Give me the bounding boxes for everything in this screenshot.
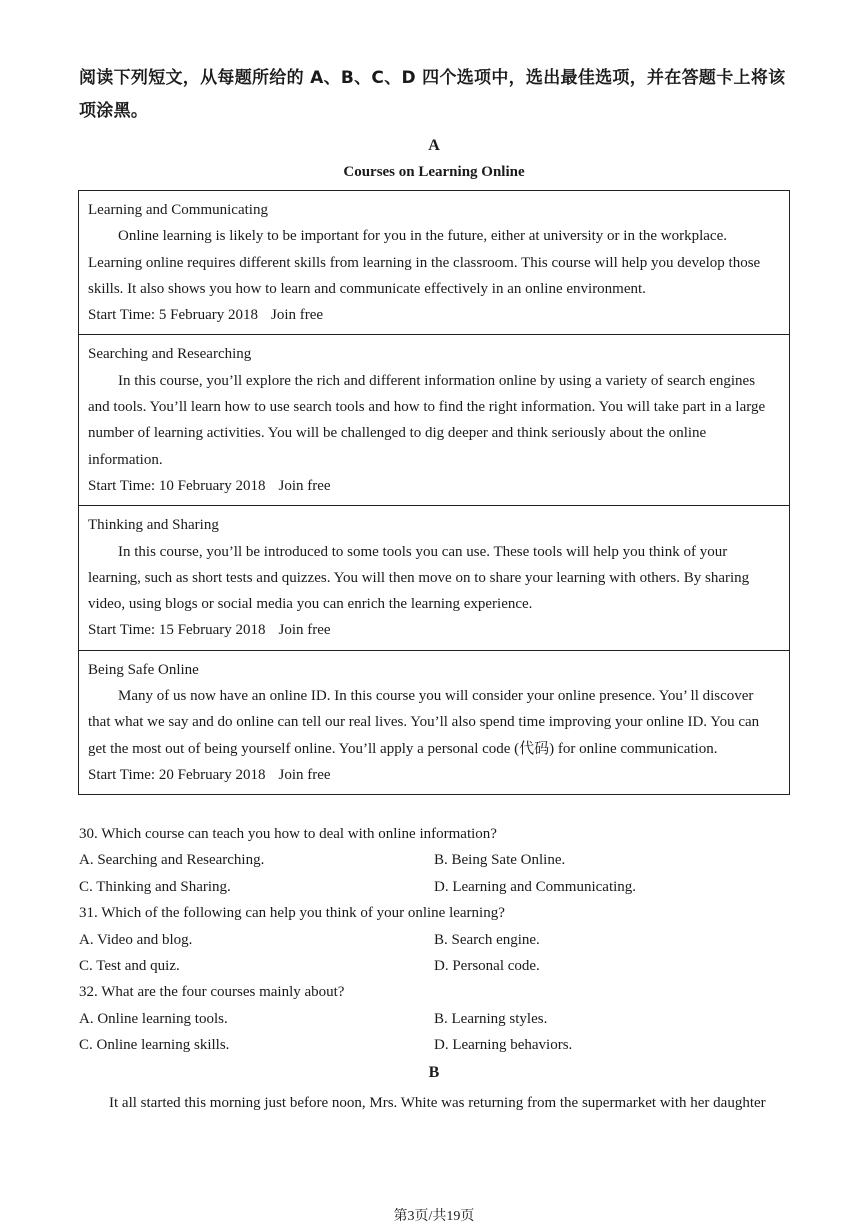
course-name: Being Safe Online bbox=[88, 661, 199, 678]
question-stem: 31. Which of the following can help you think of your online learning? bbox=[79, 905, 505, 922]
course-description: In this course, you’ll explore the rich and different information online by using a variety of search engines and tools. You’ll learn how to use search tools and how to find the right information. You will take part in a large number of learning activities. You will be challenged to dig deeper and think seriously about the online information. bbox=[88, 372, 766, 468]
course-start-time: Start Time: 15 February 2018 bbox=[88, 622, 266, 639]
option-row bbox=[79, 1032, 791, 1058]
option-row bbox=[79, 953, 791, 979]
course-name: Thinking and Sharing bbox=[88, 517, 219, 534]
option-a: A. Video and blog. bbox=[79, 931, 193, 948]
option-row bbox=[79, 847, 791, 873]
question-32 bbox=[79, 979, 791, 1058]
option-a: A. Searching and Researching. bbox=[79, 852, 265, 869]
option-c: C. Test and quiz. bbox=[79, 958, 180, 975]
course-start-row bbox=[88, 473, 779, 499]
join-free-label: Join free bbox=[271, 307, 324, 324]
course-learning-communicating bbox=[79, 191, 789, 335]
course-start-time: Start Time: 5 February 2018 bbox=[88, 307, 259, 324]
section-a-letter: A bbox=[428, 137, 440, 154]
question-stem: 30. Which course can teach you how to deal with online information? bbox=[79, 826, 497, 842]
option-d: D. Learning and Communicating. bbox=[434, 878, 637, 895]
option-c: C. Online learning skills. bbox=[79, 1037, 230, 1054]
course-start-row bbox=[88, 617, 779, 643]
section-b-letter: B bbox=[428, 1064, 440, 1081]
join-free-label: Join free bbox=[278, 622, 331, 639]
option-row bbox=[79, 1006, 791, 1032]
course-searching-researching bbox=[79, 335, 789, 506]
course-name: Searching and Researching bbox=[88, 346, 252, 363]
join-free-label: Join free bbox=[278, 477, 331, 494]
courses-table bbox=[78, 190, 790, 795]
reading-instruction: 阅读下列短文，从每题所给的 A、B、C、D 四个选项中，选出最佳选项，并在答题卡上将该项涂黑。 bbox=[79, 68, 786, 121]
option-c: C. Thinking and Sharing. bbox=[79, 878, 231, 895]
option-row bbox=[79, 874, 791, 900]
passage-title: Courses on Learning Online bbox=[343, 164, 525, 180]
course-being-safe-online bbox=[79, 651, 789, 794]
question-30 bbox=[79, 821, 791, 900]
questions-block bbox=[79, 821, 791, 1059]
course-start-time: Start Time: 20 February 2018 bbox=[88, 766, 266, 783]
course-description: Online learning is likely to be important for you in the future, either at university or in the workplace. Learning online requires different skills from learning in the classroom. This course will help you develop those skills. It also shows you how to learn and communicate effectively in an online environment. bbox=[88, 228, 761, 297]
course-description: Many of us now have an online ID. In this course you will consider your online presence. You’ ll discover that what we say and do online can tell our real lives. You’ll also spend time improving your online ID. You can get the most out of being yourself online. You’ll apply a personal code (代码) for online communication. bbox=[88, 688, 760, 757]
option-b: B. Learning styles. bbox=[434, 1010, 548, 1027]
join-free-label: Join free bbox=[278, 766, 331, 783]
course-description: In this course, you’ll be introduced to some tools you can use. These tools will help you think of your learning, such as short tests and quizzes. You will then move on to share your learning with others. By sharing video, using blogs or social media you can enrich the learning experience. bbox=[88, 543, 750, 613]
option-a: A. Online learning tools. bbox=[79, 1010, 228, 1027]
course-thinking-sharing bbox=[79, 506, 789, 650]
question-stem: 32. What are the four courses mainly about? bbox=[79, 984, 345, 1001]
course-start-time: Start Time: 10 February 2018 bbox=[88, 477, 266, 494]
question-31 bbox=[79, 900, 791, 979]
course-start-row bbox=[88, 302, 779, 328]
option-b: B. Search engine. bbox=[434, 931, 540, 948]
option-d: D. Learning behaviors. bbox=[434, 1037, 573, 1054]
passage-b-first-line: It all started this morning just before noon, Mrs. White was returning from the supermarket with her daughter bbox=[109, 1095, 766, 1111]
option-row bbox=[79, 927, 791, 953]
option-d: D. Personal code. bbox=[434, 958, 540, 975]
page-footer: 第3页/共19页 bbox=[393, 1209, 475, 1224]
course-start-row bbox=[88, 762, 779, 788]
course-name: Learning and Communicating bbox=[88, 202, 268, 218]
option-b: B. Being Sate Online. bbox=[434, 852, 566, 869]
